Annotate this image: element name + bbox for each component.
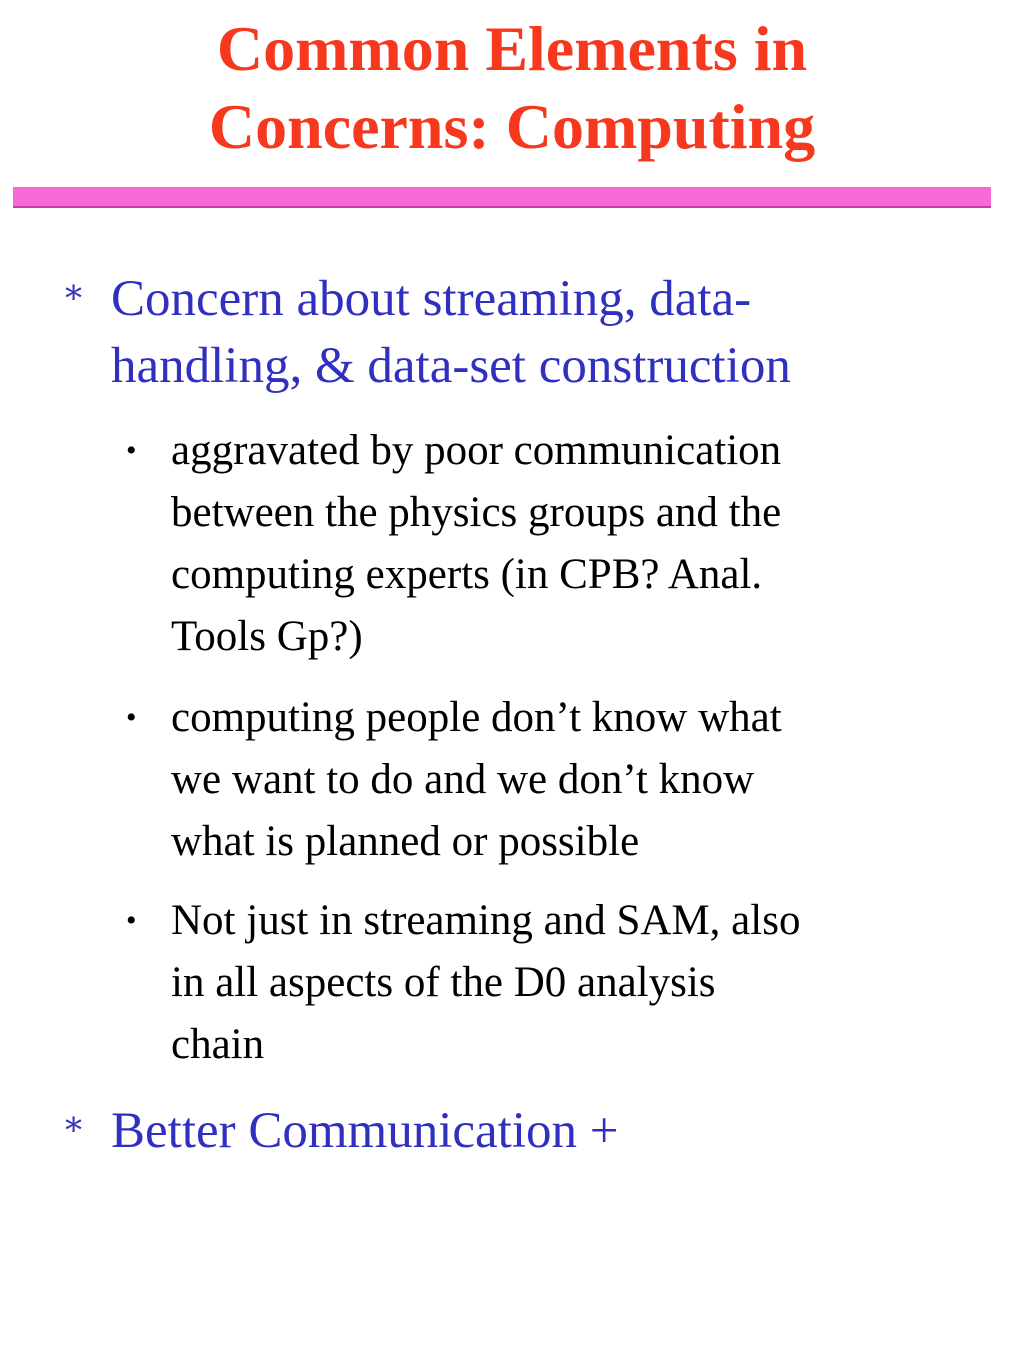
bullet-line: Concern about streaming, data- <box>111 271 752 327</box>
subbullet-line: Not just in streaming and SAM, also <box>171 897 801 944</box>
subbullet-text <box>171 420 971 668</box>
subbullet-text <box>171 890 971 1076</box>
bullet-text <box>111 266 991 400</box>
bullet-line: Better Communication + <box>111 1103 619 1159</box>
title-divider <box>13 187 991 208</box>
subbullet-line: chain <box>171 1021 265 1068</box>
asterisk-bullet-icon: ∗ <box>62 274 86 311</box>
bullet-text <box>111 1098 991 1165</box>
subbullet-line: Tools Gp?) <box>171 613 363 660</box>
dot-bullet-icon: • <box>126 434 137 467</box>
dot-bullet-icon: • <box>126 701 137 734</box>
subbullet-line: aggravated by poor communication <box>171 427 782 474</box>
subbullet-line: computing people don’t know what <box>171 694 782 741</box>
subbullet-line: between the physics groups and the <box>171 489 782 536</box>
asterisk-bullet-icon: ∗ <box>62 1106 86 1143</box>
dot-bullet-icon: • <box>126 904 137 937</box>
title-line-2: Concerns: Computing <box>208 91 816 162</box>
title-line-1: Common Elements in <box>216 13 808 84</box>
subbullet-line: we want to do and we don’t know <box>171 756 755 803</box>
subbullet-line: computing experts (in CPB? Anal. <box>171 551 763 598</box>
bullet-line: handling, & data-set construction <box>111 338 791 394</box>
slide-title <box>0 10 1024 166</box>
subbullet-line: in all aspects of the D0 analysis <box>171 959 716 1006</box>
subbullet-text <box>171 687 971 873</box>
subbullet-line: what is planned or possible <box>171 818 640 865</box>
